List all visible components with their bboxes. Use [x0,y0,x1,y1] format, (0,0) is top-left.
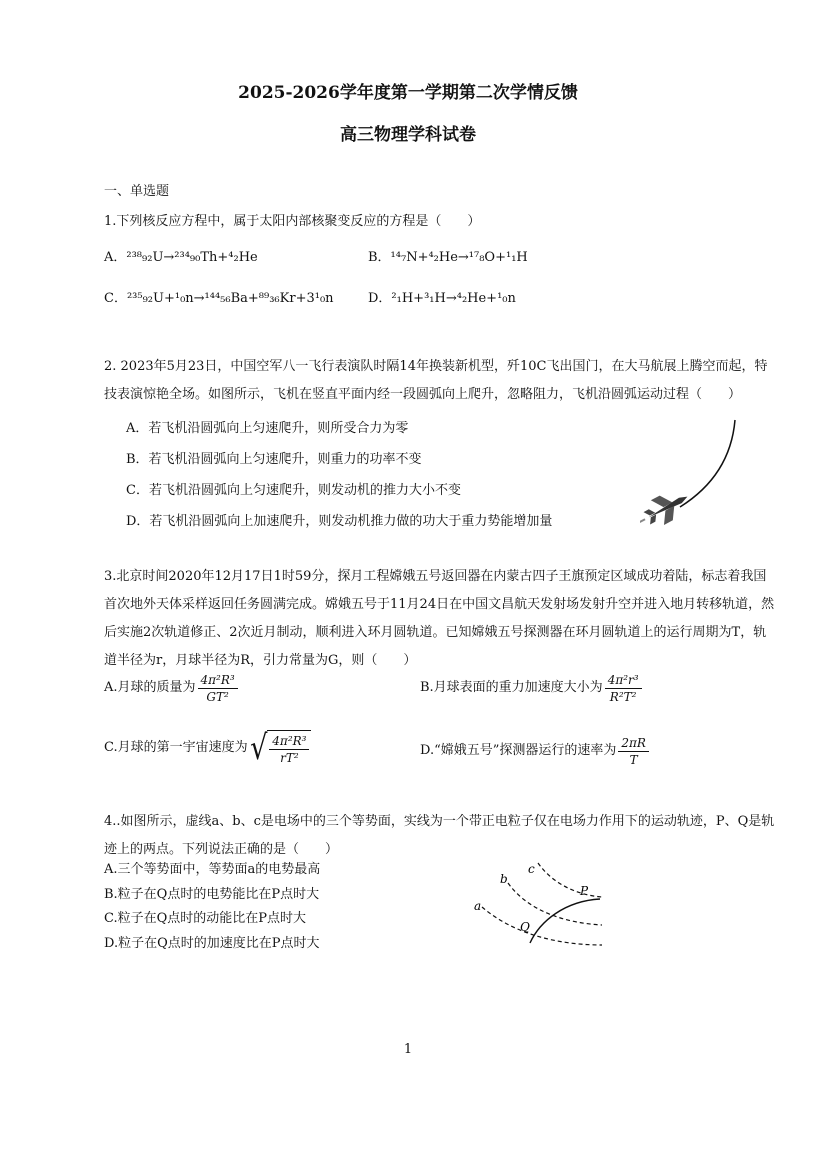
q3-option-b [420,672,644,705]
label-b: b [500,872,508,886]
q3-option-d-label: D.“嫦娥五号”探测器运行的速率为 [420,743,617,759]
q3-option-b-numerator: 4π²r³ [605,672,642,689]
q2-option-c: C．若飞机沿圆弧向上匀速爬升，则发动机的推力大小不变 [126,483,461,498]
q4-option-a: A.三个等势面中，等势面a的电势最高 [104,862,321,877]
label-c: c [528,862,535,876]
q3-stem: 3.北京时间2020年12月17日1时59分，探月工程嫦娥五号返回器在内蒙古四子王旗预定区域成功着陆，标志着我国首次地外天体采样返回任务圆满完成。嫦娥五号于11月24日在中国文昌航天发射场发射升空并进入地月转移轨道，然后实施2次轨道修正、2次近月制动，顺利进入环月圆轨道。已知嫦娥五号探测器在环月圆轨道上的运行周期为T，轨道半径为r，月球半径为R，引力常量为G，则（ ） [104,569,775,668]
q4-option-c: C.粒子在Q点时的动能比在P点时大 [104,911,307,926]
q4-field-figure [460,855,620,955]
exam-title: 2025-2026学年度第一学期第二次学情反馈 [238,83,578,103]
q1-option-b: B．¹⁴₇N+⁴₂He→¹⁷₈O+¹₁H [368,250,528,265]
q2-stem: 2. 2023年5月23日，中国空军八一飞行表演队时隔14年换装新机型，歼10C飞出国门，在大马航展上腾空而起，特技表演惊艳全场。如图所示，飞机在竖直平面内经一段圆弧向上爬升，忽略阻力，飞机沿圆弧运动过程（ ） [104,359,768,402]
q2-option-d: D．若飞机沿圆弧向上加速爬升，则发动机推力做的功大于重力势能增加量 [126,514,553,529]
q2-option-b: B．若飞机沿圆弧向上匀速爬升，则重力的功率不变 [126,452,422,467]
q3-option-a [104,672,240,705]
sqrt-symbol-icon: √ [249,728,268,768]
q3-option-b-label: B.月球表面的重力加速度大小为 [420,680,603,696]
label-a: a [474,899,482,913]
exam-subtitle: 高三物理学科试卷 [340,125,476,145]
q3-option-d [420,735,651,768]
q3-option-d-denominator: T [629,753,638,767]
q3-option-c-denominator: rT² [280,751,299,765]
airplane-icon [640,484,694,530]
q1-option-c: C．²³⁵₉₂U+¹₀n→¹⁴⁴₅₆Ba+⁸⁹₃₆Kr+3¹₀n [104,291,334,306]
q3-option-c [104,730,311,766]
equipotential-c [538,863,602,897]
q3-option-a-fraction [198,672,238,705]
q3-option-d-fraction [618,735,649,768]
label-p: P [580,884,589,898]
q3-option-c-label: C.月球的第一宇宙速度为 [104,739,248,755]
q1-option-a: A．²³⁸₉₂U→²³⁴₉₀Th+⁴₂He [104,250,258,265]
q2-airplane-figure [640,415,750,530]
q4-option-d: D.粒子在Q点时的加速度比在P点时大 [104,936,320,951]
q3-option-a-label: A.月球的质量为 [104,680,196,696]
q2-arc-path [680,420,735,507]
page-number: 1 [403,1042,413,1057]
q3-option-c-sqrt [248,730,312,766]
q4-stem: 4..如图所示，虚线a、b、c是电场中的三个等势面，实线为一个带正电粒子仅在电场力作用下的运动轨迹，P、Q是轨迹上的两点。下列说法正确的是（ ） [104,814,775,857]
q4-option-b: B.粒子在Q点时的电势能比在P点时大 [104,887,320,902]
q3-option-a-denominator: GT² [206,690,229,704]
q3-option-d-numerator: 2πR [618,735,649,752]
q3-option-b-fraction [605,672,642,705]
label-q: Q [520,920,530,934]
q1-option-d: D．²₁H+³₁H→⁴₂He+¹₀n [368,291,516,306]
q1-stem: 1.下列核反应方程中，属于太阳内部核聚变反应的方程是（ ） [104,214,481,229]
particle-trajectory [530,899,600,943]
q3-option-c-numerator: 4π²R³ [269,733,309,750]
q3-option-b-denominator: R²T² [609,690,637,704]
q2-option-a: A．若飞机沿圆弧向上匀速爬升，则所受合力为零 [126,421,409,436]
q3-option-a-numerator: 4π²R³ [198,672,238,689]
q3-option-c-fraction [269,733,309,766]
section-heading: 一、单选题 [104,184,170,199]
